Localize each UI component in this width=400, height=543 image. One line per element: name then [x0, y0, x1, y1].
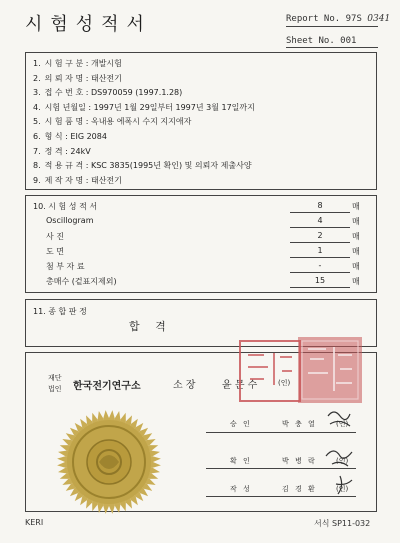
review-role: 확 인 [230, 457, 252, 465]
report-number-underline [286, 26, 378, 27]
handwritten-signatures [322, 404, 362, 500]
item-colon: : [85, 102, 94, 112]
item-label: 형 식 [44, 132, 63, 141]
item-label: 접 수 번 호 [44, 88, 84, 98]
item-row [33, 102, 255, 113]
report-row-label: 총매수 (겉표지제외) [46, 277, 117, 286]
report-row-count: 4 [317, 216, 323, 225]
report-row-unit: 매 [352, 247, 360, 256]
author-seal-mark: (인) [336, 485, 349, 493]
item-value: EIG 2084 [70, 132, 107, 141]
item-number: 3. [33, 88, 41, 98]
approval-seal-mark: (인) [336, 420, 349, 428]
item-row [33, 146, 91, 157]
sheet-number: Sheet No. 001 [286, 36, 357, 46]
item-value: 태산전기 [90, 175, 122, 185]
test-report-heading: 10. 시 험 성 적 서 [33, 202, 98, 211]
gold-seal [55, 408, 163, 516]
item-colon: : [83, 59, 91, 68]
item-colon: : [83, 161, 91, 171]
report-row-underline [290, 227, 350, 228]
footer-right: 서식 SP11-032 [314, 519, 371, 528]
report-row-count: 8 [317, 201, 323, 210]
item-colon: : [83, 88, 91, 98]
item-number: 5. [33, 117, 41, 127]
report-number-handwritten: 0341 [367, 14, 391, 24]
item-row [33, 116, 191, 127]
report-row-unit: 매 [352, 217, 360, 226]
item-value: DS970059 (1997.1.28) [90, 88, 183, 98]
report-row-underline [290, 242, 350, 243]
report-row-underline [290, 212, 350, 213]
author-name: 김 경 환 [282, 485, 317, 493]
item-number: 7. [33, 146, 41, 156]
director-name: 윤 문 수 [222, 380, 258, 391]
review-seal-mark: (인) [336, 457, 349, 465]
director-seal-mark: (인) [278, 379, 291, 387]
report-row-label: 도 면 [46, 247, 64, 256]
document-title: 시험성적서 [25, 14, 152, 35]
report-row-label: Oscillogram [46, 216, 94, 225]
report-row-label: 첨 부 자 료 [46, 262, 85, 271]
report-row-underline [290, 287, 350, 288]
item-number: 1. [33, 59, 41, 68]
report-number-label: Report No. 97S [286, 14, 362, 24]
report-row-label: 사 진 [46, 232, 64, 241]
report-row-unit: 매 [352, 232, 360, 241]
item-colon: : [83, 73, 91, 83]
director-title: 소 장 [173, 380, 196, 391]
report-row-unit: 매 [352, 202, 360, 211]
item-label: 정 격 [44, 146, 63, 156]
item-row [33, 160, 252, 171]
item-value: KSC 3835(1995년 확인) 및 의뢰자 제출사양 [90, 161, 252, 171]
institute-prefix-bottom: 법인 [48, 385, 62, 393]
item-value: 옥내용 에폭시 수지 지지애자 [90, 117, 192, 127]
sheet-number-underline [286, 47, 378, 48]
item-number: 6. [33, 132, 41, 141]
item-value: 24kV [70, 146, 91, 156]
approval-role: 승 인 [230, 420, 252, 428]
item-number: 4. [33, 102, 41, 112]
item-label: 시 험 품 명 [44, 117, 84, 127]
item-label: 의 뢰 자 명 [44, 73, 84, 83]
item-colon: : [83, 175, 91, 185]
judgment-heading: 11. 종 합 판 정 [33, 307, 87, 316]
item-value: 태산전기 [90, 73, 122, 83]
institute-name: 한국전기연구소 [73, 381, 141, 392]
item-number: 9. [33, 175, 41, 185]
report-row-count: 2 [317, 231, 323, 240]
report-number [286, 14, 390, 24]
official-red-seal [238, 335, 366, 407]
item-row [33, 87, 182, 98]
report-row-count: 1 [317, 246, 323, 255]
item-colon: : [62, 146, 71, 156]
item-row [33, 175, 122, 186]
report-row-underline [290, 257, 350, 258]
report-row-unit: 매 [352, 277, 360, 286]
item-label: 제 작 자 명 [44, 175, 84, 185]
item-value: 개발시험 [90, 59, 122, 68]
report-row-unit: 매 [352, 262, 360, 271]
judgment-result: 합 격 [129, 320, 172, 333]
item-label: 적 용 규 격 [44, 161, 84, 171]
item-colon: : [62, 132, 71, 141]
item-colon: : [83, 117, 91, 127]
approval-name: 박 충 열 [282, 420, 317, 428]
item-row [33, 58, 122, 69]
footer-left: KERI [25, 518, 44, 527]
author-role: 작 성 [230, 485, 252, 493]
item-label: 시험 년월일 [44, 102, 86, 112]
item-number: 2. [33, 73, 41, 83]
report-row-underline [290, 272, 350, 273]
item-number: 8. [33, 161, 41, 171]
report-row-count: 15 [314, 276, 326, 285]
item-label: 시 험 구 분 [44, 59, 84, 68]
item-row [33, 73, 122, 84]
report-row-count: - [318, 261, 322, 270]
review-name: 박 병 락 [282, 457, 317, 465]
item-row [33, 131, 107, 142]
institute-prefix-top: 재단 [48, 374, 62, 382]
item-value: 1997년 1월 29일부터 1997년 3월 17일까지 [93, 102, 255, 112]
